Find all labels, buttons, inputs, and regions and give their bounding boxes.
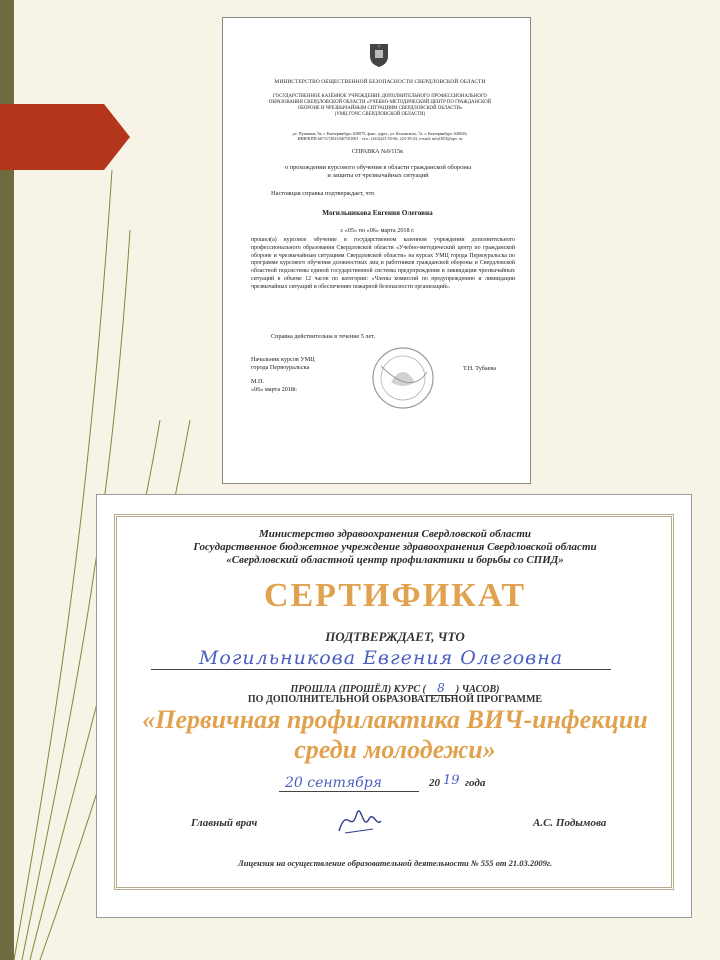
spravka-document bbox=[222, 17, 531, 484]
cert-header-ministry: Министерство здравоохранения Свердловской области bbox=[258, 528, 532, 540]
signer-name: А.С. Подымова bbox=[533, 817, 607, 829]
document-reference: СПРАВКА №9/115к bbox=[351, 149, 404, 155]
program-title-line2: среди молодежи» bbox=[294, 735, 496, 764]
program-title-line1: «Первичная профилактика ВИЧ-инфекции bbox=[142, 705, 648, 734]
confirms-text: ПОДТВЕРЖДАЕТ, ЧТО bbox=[325, 629, 465, 644]
org-name: ГОСУДАРСТВЕННОЕ КАЗЁННОЕ УЧРЕЖДЕНИЕ ДОПОЛНИТЕЛЬНОГО ПРОФЕССИОНАЛЬНОГО ОБРАЗОВАНИЯ СВЕРДЛОВСКОЙ ОБЛАСТИ «УЧЕБНО-МЕТОДИЧЕСКИЙ ЦЕНТР ПО ГРАЖДАНСКОЙ ОБОРОНЕ И ЧРЕЗВЫЧАЙНЫМ СИТУАЦИЯМ СВЕРДЛОВСКОЙ ОБЛАСТИ» (УМЦ ГОЧС СВЕРДЛОВСКОЙ ОБЛАСТИ) bbox=[268, 94, 492, 117]
body-text: прошел(а) курсовое обучение в государственном казенном учреждении дополнительного профессионального образования Свердловской области «Учебно-методический центр по гражданской обороне и чрезвычайным ситуациям Свердловской области» на курсах УМЦ города Первоуральска по программе курсового обучения должностных лиц и работников гражданской обороны и Свердловской областной подсистемы единой государственной системы предупреждения и ликвидации чрезвычайных ситуаций в объеме 12 часов по категории: «Члены комиссий по предупреждению и ликвидации чрезвычайных ситуаций и обеспечению пожарной безопасности организаций». bbox=[251, 237, 515, 290]
signer-name: Т.Н. Тубаева bbox=[463, 365, 496, 372]
round-stamp bbox=[371, 346, 435, 410]
person-name: Могильникова Евгения Олеговна bbox=[322, 209, 433, 217]
cert-header-institution: Государственное бюджетное учреждение здравоохранения Свердловской области bbox=[193, 541, 597, 553]
certificate-title: СЕРТИФИКАТ bbox=[263, 577, 527, 614]
course-dates: с «05» по «06» марта 2018 г. bbox=[340, 227, 415, 234]
signature bbox=[333, 801, 383, 841]
date-underline bbox=[279, 791, 419, 792]
document-title: о прохождении курсового обучения в области гражданской обороны и защиты от чрезвычайных ситуаций bbox=[284, 164, 472, 179]
certificate-date: 20 сентября 20 19 года bbox=[279, 775, 519, 795]
org-address: ул. Пушкина, 9а, г. Екатеринбург, 620075, факс. адрес, ул. Белинского, 7а, г. Екатеринбург, 620026, ИНН/КПП 6671172023/667101001 · тел.: (343)223-55-66, 223-39-23, e-mail: info1853@ups. ru bbox=[292, 131, 468, 142]
certificate-document bbox=[96, 494, 692, 918]
coat-of-arms-icon bbox=[368, 42, 390, 68]
signer-role: Начальник курсов УМЦ города Первоуральска bbox=[251, 356, 315, 372]
course-hours-line: ПРОШЛА (ПРОШЁЛ) КУРС ( 8 ) ЧАСОВ) bbox=[290, 681, 500, 695]
license-text: Лицензия на осуществление образовательной деятельности № 555 от 21.03.2009г. bbox=[237, 858, 553, 868]
stamp-place: М.П. «06» марта 2018г. bbox=[251, 378, 298, 394]
intro-text: Настоящая справка подтверждает, что bbox=[271, 190, 375, 197]
validity-text: Справка действительна в течение 5 лет. bbox=[271, 333, 376, 340]
name-underline bbox=[151, 669, 611, 670]
chief-doctor-label: Главный врач bbox=[191, 817, 258, 829]
handwritten-year: 19 bbox=[443, 773, 460, 788]
handwritten-name: Могильникова Евгения Олеговна bbox=[198, 647, 564, 669]
cert-header-center: «Свердловский областной центр профилактики и борьбы со СПИД» bbox=[226, 554, 564, 566]
program-caption: ПО ДОПОЛНИТЕЛЬНОЙ ОБРАЗОВАТЕЛЬНОЙ ПРОГРАММЕ bbox=[247, 694, 543, 705]
arrow-tab bbox=[0, 104, 130, 170]
ministry-name: МИНИСТЕРСТВО ОБЩЕСТВЕННОЙ БЕЗОПАСНОСТИ СВЕРДЛОВСКОЙ ОБЛАСТИ bbox=[274, 79, 486, 85]
handwritten-date: 20 сентября bbox=[285, 775, 382, 791]
handwritten-hours: 8 bbox=[426, 681, 456, 696]
